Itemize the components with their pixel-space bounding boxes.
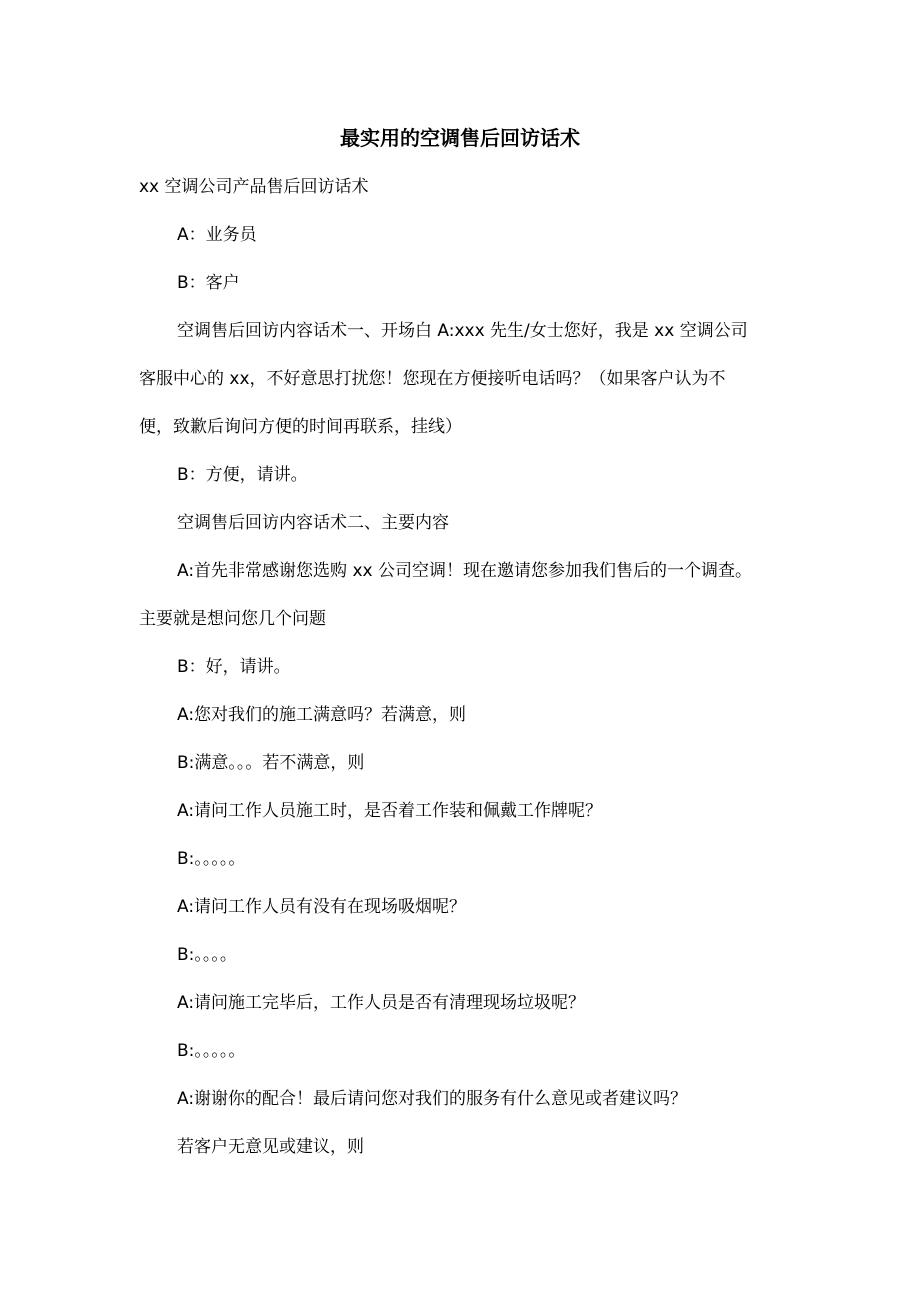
dialogue-line: 若客户无意见或建议，则 — [177, 1137, 364, 1157]
dialogue-line: A:您对我们的施工满意吗？若满意，则 — [177, 705, 467, 725]
dialogue-line: A:请问工作人员施工时，是否着工作装和佩戴工作牌呢？ — [177, 801, 603, 821]
dialogue-line: B：好，请讲。 — [177, 657, 291, 677]
document-title: 最实用的空调售后回访话术 — [340, 126, 580, 150]
role-a-line: A：业务员 — [177, 225, 257, 245]
role-b-line: B：客户 — [177, 273, 240, 293]
paragraph-line: 空调售后回访内容话术一、开场白 A:xxx 先生/女士您好，我是 xx 空调公司 — [177, 321, 748, 341]
dialogue-line: A:请问施工完毕后，工作人员是否有清理现场垃圾呢？ — [177, 993, 586, 1013]
dialogue-line: A:请问工作人员有没有在现场吸烟呢？ — [177, 897, 467, 917]
dialogue-line: B:。。。。。 — [177, 1041, 246, 1061]
paragraph-line: 便，致歉后询问方便的时间再联系，挂线） — [139, 417, 462, 437]
dialogue-line: B：方便，请讲。 — [177, 465, 308, 485]
section-heading-line: 空调售后回访内容话术二、主要内容 — [177, 513, 449, 533]
dialogue-line: B:。。。。 — [177, 945, 237, 965]
dialogue-line: A:首先非常感谢您选购 xx 公司空调！现在邀请您参加我们售后的一个调查。 — [177, 561, 752, 581]
dialogue-line: B:。。。。。 — [177, 849, 246, 869]
paragraph-line: 客服中心的 xx，不好意思打扰您！您现在方便接听电话吗？（如果客户认为不 — [139, 369, 726, 389]
subtitle-line: xx 空调公司产品售后回访话术 — [139, 177, 369, 197]
dialogue-line: B:满意。。。若不满意，则 — [177, 753, 365, 773]
dialogue-line: A:谢谢你的配合！最后请问您对我们的服务有什么意见或者建议吗？ — [177, 1089, 688, 1109]
dialogue-line: 主要就是想问您几个问题 — [139, 609, 326, 629]
